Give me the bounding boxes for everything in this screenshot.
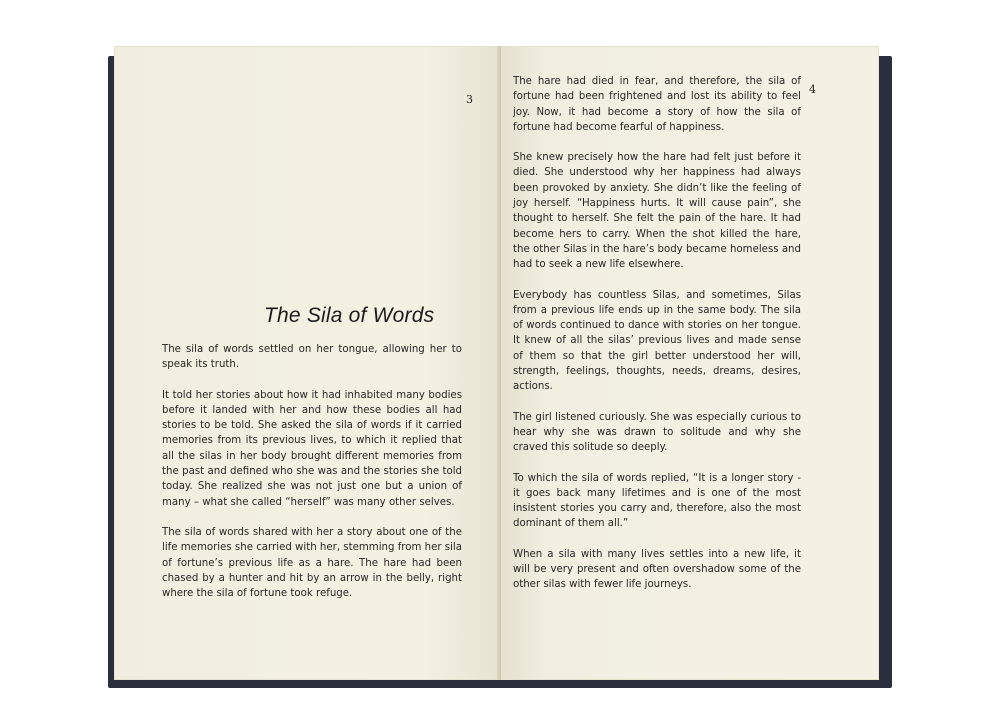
left-page-body [162, 342, 462, 601]
paragraph: The girl listened curiously. She was especially curious to hear why she was drawn to solitude and why she craved this solitude so deeply. [513, 411, 801, 454]
paragraph: She knew precisely how the hare had felt just before it died. She understood why her happiness had always been provoked by anxiety. She didn’t like the feeling of joy herself. “Happiness hurts. It will cause pain”, she thought to herself. She felt the pain of the hare. It had become hers to carry. When the shot killed the hare, the other Silas in the hare’s body became homeless and had to seek a new life elsewhere. [513, 152, 801, 271]
right-page [501, 46, 879, 680]
left-page [114, 46, 500, 680]
paragraph: The sila of words shared with her a story about one of the life memories she carried with her, stemming from her sila of fortune’s previous life as a hare. The hare had been chased by a hunter and hit by an arrow in the belly, right where the sila of fortune took refuge. [162, 526, 463, 600]
paragraph: The hare had died in fear, and therefore, the sila of fortune had been frightened and lost its ability to feel joy. Now, it had become a story of how the sila of fortune had become fearful of happiness. [513, 76, 801, 133]
paragraph: When a sila with many lives settles into a new life, it will be very present and often overshadow some of the other silas with fewer life journeys. [513, 548, 801, 591]
chapter-title: The Sila of Words [264, 304, 435, 327]
open-booklet [108, 46, 892, 686]
paragraph: To which the sila of words replied, “It is a longer story - it goes back many lifetimes and is one of the most insistent stories you carry and, therefore, also the most dominant of them all.” [513, 472, 801, 530]
right-page-body [513, 74, 801, 593]
page-number-right: 4 [809, 83, 816, 96]
paragraph: It told her stories about how it had inhabited many bodies before it landed with her and how these bodies all had stories to be told. She asked the sila of words if it carried memories from its previous lives, to which it replied that all the silas in her body brought different memories from the past and defined who she was and the stories she told today. She realized she was not just one but a union of many – what she called “herself” was many other selves. [162, 389, 462, 508]
paragraph: The sila of words settled on her tongue, allowing her to speak its truth. [162, 344, 462, 371]
paragraph: Everybody has countless Silas, and sometimes, Silas from a previous life ends up in the same body. The sila of words continued to dance with stories on her tongue. It knew of all the silas’ previous lives and made sense of them so that the girl better understood her will, strength, feelings, thoughts, needs, dreams, desires, actions. [513, 289, 801, 393]
page-number-left: 3 [466, 93, 473, 106]
